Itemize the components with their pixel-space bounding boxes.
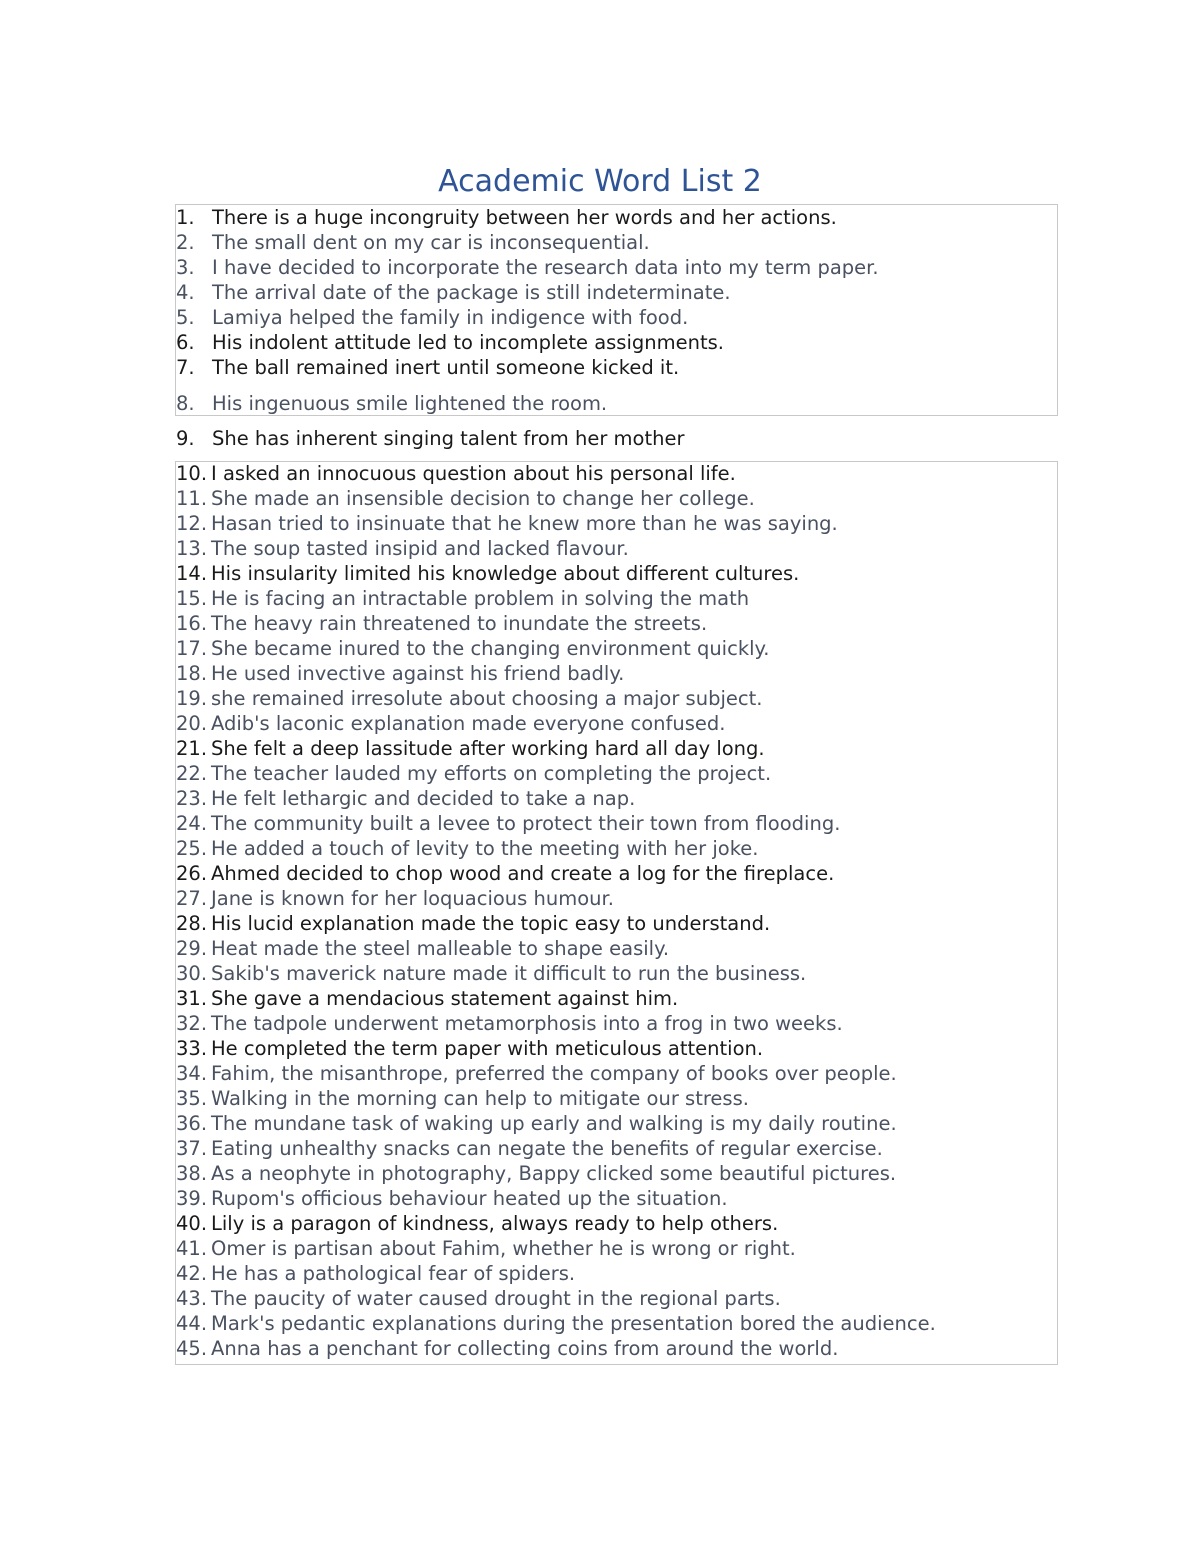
item-sentence: Anna has a penchant for collecting coins from around the world.	[211, 1337, 839, 1360]
item-number: 20.	[176, 712, 208, 735]
item-sentence: She became inured to the changing environment quickly.	[211, 637, 770, 660]
item-sentence: She felt a deep lassitude after working hard all day long.	[211, 737, 765, 760]
item-number: 42.	[176, 1262, 208, 1285]
item-number: 16.	[176, 612, 208, 635]
item-sentence: Hasan tried to insinuate that he knew more than he was saying.	[211, 512, 838, 535]
item-sentence: Adib's laconic explanation made everyone confused.	[211, 712, 726, 735]
item-number: 17.	[176, 637, 208, 660]
item-number: 21.	[176, 737, 208, 760]
item-number: 38.	[176, 1162, 208, 1185]
item-sentence: I asked an innocuous question about his personal life.	[211, 462, 736, 485]
item-number: 27.	[176, 887, 208, 910]
item-sentence: Eating unhealthy snacks can negate the benefits of regular exercise.	[211, 1137, 883, 1160]
item-number: 10.	[176, 462, 208, 485]
item-number: 18.	[176, 662, 208, 685]
item-sentence: Lily is a paragon of kindness, always ready to help others.	[211, 1212, 779, 1235]
item-number: 28.	[176, 912, 208, 935]
item-number: 41.	[176, 1237, 208, 1260]
item-sentence: He completed the term paper with meticulous attention.	[211, 1037, 764, 1060]
item-number: 31.	[176, 987, 208, 1010]
item-number: 35.	[176, 1087, 208, 1110]
item-sentence: His ingenuous smile lightened the room.	[212, 392, 608, 415]
item-number: 1.	[176, 206, 195, 229]
item-number: 13.	[176, 537, 208, 560]
item-sentence: The arrival date of the package is still indeterminate.	[212, 281, 731, 304]
item-number: 25.	[176, 837, 208, 860]
item-number: 32.	[176, 1012, 208, 1035]
item-sentence: Sakib's maverick nature made it difficult to run the business.	[211, 962, 807, 985]
item-sentence: I have decided to incorporate the research data into my term paper.	[212, 256, 879, 279]
item-sentence: The community built a levee to protect their town from flooding.	[211, 812, 841, 835]
item-number: 24.	[176, 812, 208, 835]
item-number: 6.	[176, 331, 195, 354]
item-number: 12.	[176, 512, 208, 535]
item-sentence: As a neophyte in photography, Bappy clicked some beautiful pictures.	[211, 1162, 897, 1185]
item-sentence: The tadpole underwent metamorphosis into a frog in two weeks.	[211, 1012, 843, 1035]
item-number: 11.	[176, 487, 208, 510]
item-sentence: His lucid explanation made the topic easy to understand.	[211, 912, 771, 935]
item-sentence: The small dent on my car is inconsequential.	[212, 231, 650, 254]
item-number: 30.	[176, 962, 208, 985]
item-number: 26.	[176, 862, 208, 885]
item-sentence: The ball remained inert until someone kicked it.	[212, 356, 680, 379]
page-title: Academic Word List 2	[438, 164, 762, 199]
item-sentence: He added a touch of levity to the meeting with her joke.	[211, 837, 759, 860]
item-sentence: Lamiya helped the family in indigence with food.	[212, 306, 689, 329]
item-number: 39.	[176, 1187, 208, 1210]
item-number: 36.	[176, 1112, 208, 1135]
item-number: 45.	[176, 1337, 208, 1360]
item-number: 19.	[176, 687, 208, 710]
item-sentence: Jane is known for her loquacious humour.	[211, 887, 614, 910]
item-sentence: The soup tasted insipid and lacked flavour.	[211, 537, 629, 560]
item-number: 34.	[176, 1062, 208, 1085]
item-sentence: His insularity limited his knowledge about different cultures.	[211, 562, 800, 585]
item-sentence: Ahmed decided to chop wood and create a log for the fireplace.	[211, 862, 835, 885]
item-sentence: Omer is partisan about Fahim, whether he is wrong or right.	[211, 1237, 796, 1260]
item-sentence: He has a pathological fear of spiders.	[211, 1262, 576, 1285]
item-number: 22.	[176, 762, 208, 785]
item-sentence: There is a huge incongruity between her words and her actions.	[212, 206, 837, 229]
item-sentence: She made an insensible decision to change her college.	[211, 487, 755, 510]
item-sentence: The paucity of water caused drought in the regional parts.	[211, 1287, 781, 1310]
item-number: 15.	[176, 587, 208, 610]
item-number: 2.	[176, 231, 195, 254]
item-sentence: The mundane task of waking up early and walking is my daily routine.	[211, 1112, 897, 1135]
item-sentence: He is facing an intractable problem in solving the math	[211, 587, 750, 610]
item-sentence: she remained irresolute about choosing a major subject.	[211, 687, 763, 710]
item-sentence: Mark's pedantic explanations during the presentation bored the audience.	[211, 1312, 936, 1335]
item-number: 40.	[176, 1212, 208, 1235]
item-sentence: Fahim, the misanthrope, preferred the company of books over people.	[211, 1062, 897, 1085]
item-sentence: His indolent attitude led to incomplete assignments.	[212, 331, 724, 354]
item-number: 8.	[176, 392, 195, 415]
item-number: 29.	[176, 937, 208, 960]
item-number: 33.	[176, 1037, 208, 1060]
item-number: 7.	[176, 356, 195, 379]
item-sentence: She has inherent singing talent from her mother	[212, 427, 685, 450]
item-sentence: He felt lethargic and decided to take a nap.	[211, 787, 636, 810]
item-number: 43.	[176, 1287, 208, 1310]
item-sentence: The teacher lauded my efforts on completing the project.	[211, 762, 772, 785]
item-number: 23.	[176, 787, 208, 810]
item-sentence: She gave a mendacious statement against him.	[211, 987, 679, 1010]
item-sentence: Walking in the morning can help to mitigate our stress.	[211, 1087, 749, 1110]
item-number: 9.	[176, 427, 195, 450]
item-sentence: Rupom's officious behaviour heated up the situation.	[211, 1187, 728, 1210]
item-sentence: The heavy rain threatened to inundate the streets.	[211, 612, 708, 635]
item-sentence: Heat made the steel malleable to shape easily.	[211, 937, 670, 960]
item-sentence: He used invective against his friend badly.	[211, 662, 625, 685]
item-number: 37.	[176, 1137, 208, 1160]
item-number: 44.	[176, 1312, 208, 1335]
item-number: 4.	[176, 281, 195, 304]
item-number: 3.	[176, 256, 195, 279]
item-number: 5.	[176, 306, 195, 329]
item-number: 14.	[176, 562, 208, 585]
